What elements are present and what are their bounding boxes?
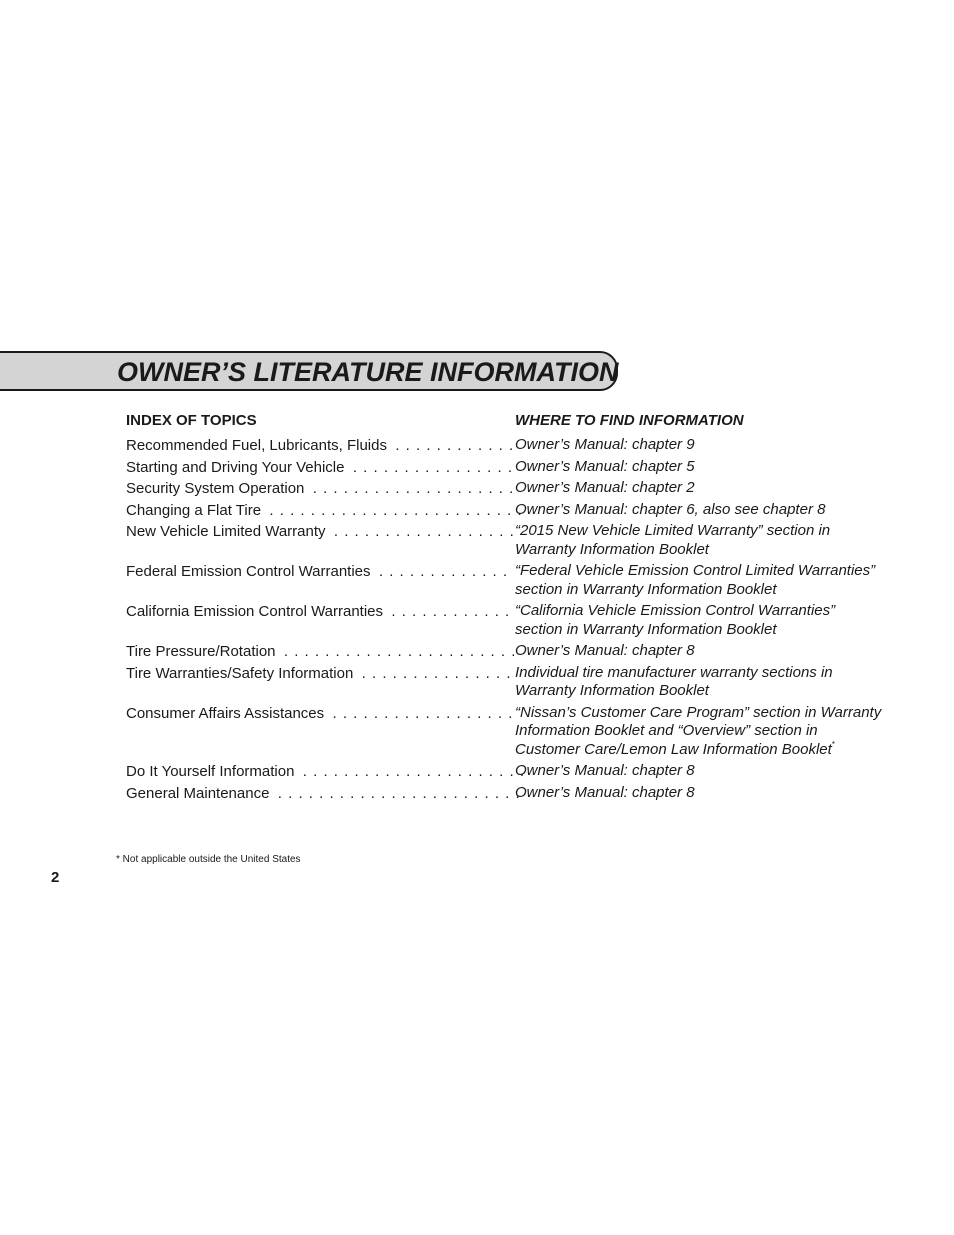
where-cell (515, 602, 900, 639)
dot-leader: . . . . . . . . . . . . . . . . . . (332, 704, 514, 722)
dot-leader: . . . . . . . . . . . . . (378, 563, 509, 580)
topic-cell (126, 436, 515, 455)
where-cell (515, 664, 900, 701)
where-line (515, 501, 900, 520)
where-text: “Nissan’s Customer Care Program” section in Warranty (515, 703, 882, 721)
table-row (126, 664, 896, 701)
where-cell (515, 762, 900, 781)
page-title: OWNER’S LITERATURE INFORMATION (117, 357, 619, 387)
dot-leader: . . . . . . . . . . . . . . . . . . (333, 523, 515, 540)
dot-leader: . . . . . . . . . . . . . . . . . . . . . . . . . (269, 501, 523, 519)
topic-cell (126, 479, 515, 498)
where-line (515, 762, 900, 781)
where-line (515, 704, 900, 723)
where-cell (515, 522, 900, 559)
page-number: 2 (51, 869, 60, 886)
dot-leader: . . . . . . . . . . . . . . . . . . . . . . (302, 763, 525, 780)
where-line (515, 581, 900, 600)
where-text: Individual tire manufacturer warranty sections in (515, 663, 833, 681)
table-row (126, 479, 896, 498)
where-text: Owner’s Manual: chapter 2 (515, 479, 695, 496)
where-cell (515, 784, 900, 803)
topic-label: Tire Warranties/Safety Information (126, 664, 354, 682)
dot-leader: . . . . . . . . . . . . (395, 437, 515, 454)
where-text: “Federal Vehicle Emission Control Limited Warranties” (515, 562, 876, 579)
topic-label: Recommended Fuel, Lubricants, Fluids (126, 437, 387, 454)
footnote-marker: * (831, 739, 835, 749)
topic-cell (126, 762, 525, 781)
topic-cell (126, 501, 523, 520)
index-table (126, 411, 896, 802)
where-text: Owner’s Manual: chapter 9 (515, 436, 695, 453)
where-line (515, 784, 900, 803)
where-line (515, 562, 900, 581)
table-row (126, 784, 896, 803)
where-text: “California Vehicle Emission Control Warranties” (515, 602, 836, 619)
topic-cell (126, 784, 521, 803)
where-cell (515, 479, 900, 498)
topic-label: Starting and Driving Your Vehicle (126, 458, 345, 476)
where-line (515, 621, 900, 640)
table-row (126, 704, 896, 760)
where-text: Owner’s Manual: chapter 6, also see chapter 8 (515, 500, 826, 518)
where-line (515, 664, 900, 683)
table-row (126, 436, 896, 455)
topic-cell (126, 522, 515, 541)
topic-label: Do It Yourself Information (126, 763, 295, 780)
where-text: Information Booklet and “Overview” section in (515, 722, 818, 739)
table-row (126, 602, 896, 639)
where-line (515, 642, 900, 661)
where-text: Warranty Information Booklet (515, 682, 709, 699)
where-text: Owner’s Manual: chapter 8 (515, 762, 695, 779)
table-row (126, 522, 896, 559)
where-text: section in Warranty Information Booklet (515, 580, 777, 598)
where-text: Customer Care/Lemon Law Information Booklet (515, 740, 832, 758)
where-cell (515, 458, 900, 477)
where-cell (515, 562, 900, 599)
topic-label: Security System Operation (126, 480, 305, 497)
where-text: section in Warranty Information Booklet (515, 620, 777, 638)
table-row (126, 501, 896, 520)
dot-leader: . . . . . . . . . . . . . . . . (352, 458, 514, 476)
table-header (126, 411, 896, 433)
topic-cell (126, 562, 509, 581)
where-text: Owner’s Manual: chapter 8 (515, 783, 695, 801)
where-cell (515, 642, 900, 661)
where-cell (515, 436, 900, 455)
where-line (515, 479, 900, 498)
topic-label: Changing a Flat Tire (126, 501, 262, 519)
dot-leader: . . . . . . . . . . . . . . . . . . . . . . . . (277, 784, 521, 802)
topic-label: Federal Emission Control Warranties (126, 563, 371, 580)
where-line (515, 602, 900, 621)
where-line (515, 722, 900, 741)
topic-label: New Vehicle Limited Warranty (126, 523, 326, 540)
topic-label: California Emission Control Warranties (126, 603, 384, 620)
where-text: Owner’s Manual: chapter 5 (515, 457, 695, 475)
topic-cell (126, 602, 511, 621)
topic-cell (126, 664, 512, 683)
where-line (515, 741, 900, 760)
where-text: Warranty Information Booklet (515, 540, 709, 558)
topic-label: Consumer Affairs Assistances (126, 704, 325, 722)
footnote: * Not applicable outside the United States (116, 854, 301, 865)
where-line (515, 522, 900, 541)
topic-label: Tire Pressure/Rotation (126, 643, 276, 660)
header-index-of-topics: INDEX OF TOPICS (126, 412, 257, 429)
topic-label: General Maintenance (126, 784, 270, 802)
topic-cell (126, 642, 517, 661)
table-row (126, 642, 896, 661)
dot-leader: . . . . . . . . . . . . . . . . . . . . . . . (283, 643, 517, 660)
where-text: Owner’s Manual: chapter 8 (515, 642, 695, 659)
table-row (126, 562, 896, 599)
topic-cell (126, 458, 514, 477)
where-line (515, 682, 900, 701)
where-line (515, 541, 900, 560)
table-rows (126, 436, 896, 802)
where-cell (515, 501, 900, 520)
where-line (515, 436, 900, 455)
dot-leader: . . . . . . . . . . . . (391, 603, 511, 620)
table-row (126, 762, 896, 781)
topic-cell (126, 704, 514, 723)
table-row (126, 458, 896, 477)
where-cell (515, 704, 900, 760)
dot-leader: . . . . . . . . . . . . . . . . . . . . (312, 480, 515, 497)
where-text: “2015 New Vehicle Limited Warranty” section in (515, 522, 831, 539)
where-line (515, 458, 900, 477)
header-where-to-find: WHERE TO FIND INFORMATION (515, 412, 744, 429)
dot-leader: . . . . . . . . . . . . . . . (361, 664, 512, 682)
